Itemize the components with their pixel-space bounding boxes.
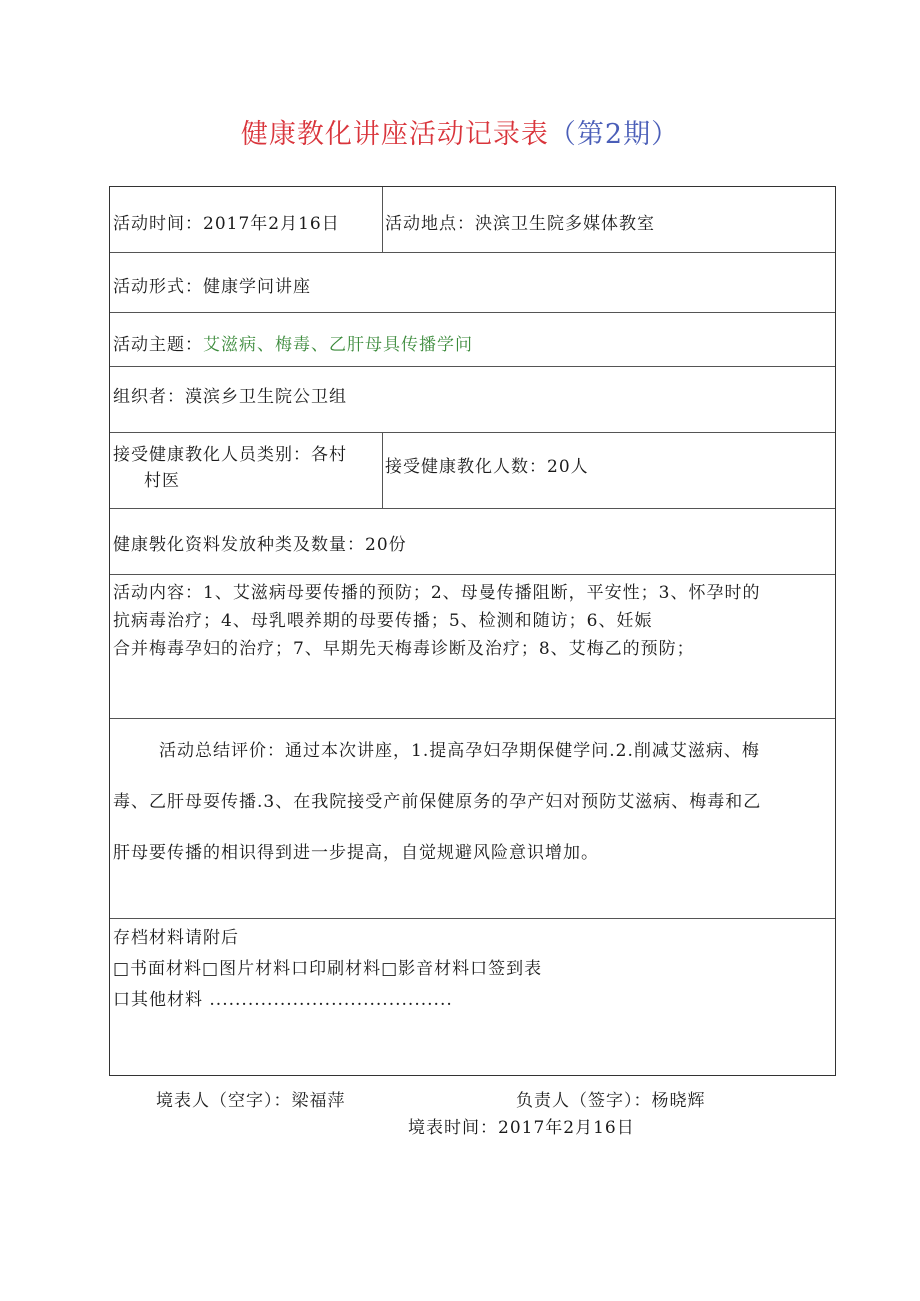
responsible-signature: 负责人（签字）：杨晓辉: [516, 1091, 706, 1111]
cell-time: [110, 187, 382, 252]
fill-date: 境表时间：2017年2月16日: [408, 1118, 635, 1138]
summary-line3: 肝母要传播的相识得到进一步提高，自觉规避风险意识增加。: [113, 843, 599, 863]
content-line3: 合并梅毒孕妇的治疗；7、早期先天梅毒诊断及治疗；8、艾梅乙的预防；: [113, 639, 695, 659]
cell-place: [382, 187, 835, 252]
cell-audience-count: [382, 433, 835, 508]
archive-checkboxes: □书面材料□图片材料口印刷材料□影音材料口签到表: [113, 959, 543, 979]
cell-audience-category: [110, 433, 382, 508]
materials-value: 20份: [365, 535, 407, 555]
audience-category-line1: 接受健康教化人员类别：各村: [113, 445, 347, 465]
row-summary: [110, 719, 835, 919]
record-form: [109, 186, 836, 1076]
summary-line2: 毒、乙肝母耍传播.3、在我院接受产前保健原务的孕产妇对预防艾滋病、梅毒和乙: [113, 792, 762, 812]
time-value: 2017年2月16日: [203, 214, 340, 234]
title-main: 健康教化讲座活动记录表: [240, 119, 549, 150]
archive-other: 口其他材料 ......................................: [113, 990, 453, 1010]
archive-line1: 存档材料请附后: [113, 928, 239, 948]
theme-label: 活动主题：: [113, 335, 203, 355]
place-value: 泱滨卫生院多媒体教室: [475, 214, 655, 234]
place-label: 活动地点：: [385, 214, 475, 234]
organizer-value: 漠滨乡卫生院公卫组: [185, 387, 347, 407]
content-line2: 抗病毒治疗；4、母乳喂养期的母要传播；5、检测和随访；6、妊娠: [113, 611, 653, 631]
theme-value: 艾滋病、梅毒、乙肝母具传播学问: [203, 335, 473, 355]
row-audience: [110, 433, 835, 509]
summary-line1: 活动总结评价：通过本次讲座，1.提高孕妇孕期保健学问.2.削减艾滋病、梅: [159, 741, 760, 761]
row-content: [110, 575, 835, 719]
row-theme: [110, 313, 835, 367]
form-type-label: 活动形式：: [113, 277, 203, 297]
page-title: [0, 112, 920, 151]
row-form-type: [110, 253, 835, 313]
audience-count-value: 20人: [547, 457, 589, 477]
filler-signature: 境表人（空字）：梁福萍: [156, 1091, 346, 1111]
organizer-label: 组织者：: [113, 387, 185, 407]
title-issue: （第2期）: [548, 119, 680, 150]
row-materials: [110, 509, 835, 575]
audience-count-label: 接受健康教化人数：: [385, 457, 547, 477]
audience-category-line2: 村医: [144, 471, 180, 491]
row-time-place: [110, 187, 835, 253]
materials-label: 健康斅化资料发放种类及数量：: [113, 535, 365, 555]
time-label: 活动时间：: [113, 214, 203, 234]
row-archive: [110, 919, 835, 1075]
form-type-value: 健康学问讲座: [203, 277, 311, 297]
content-line1: 活动内容：1、艾滋病母要传播的预防；2、母曼传播阻断，平安性；3、怀孕时的: [113, 583, 761, 603]
row-organizer: [110, 367, 835, 433]
